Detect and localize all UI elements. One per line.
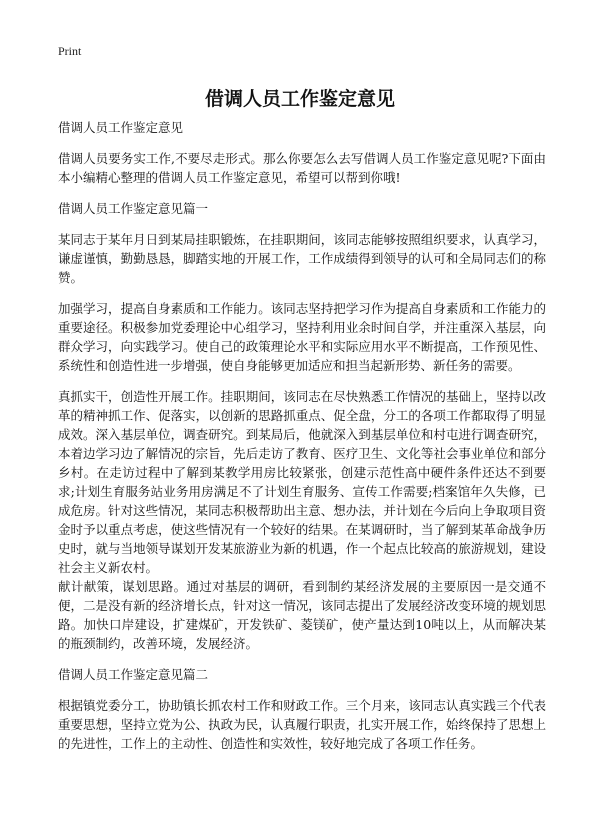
section2-paragraph-1: 根据镇党委分工，协助镇长抓农村工作和财政工作。三个月来，该同志认真实践三个代表重要思想，坚持立党为公、执政为民，认真履行职责，扎实开展工作，始终保持了思想上的先进性，工作上的主动性、创造性和实效性，较好地完成了各项工作任务。 xyxy=(58,698,546,751)
section1-paragraph-2: 加强学习，提高自身素质和工作能力。该同志坚持把学习作为提高自身素质和工作能力的重要途径。积极参加党委理论中心组学习，坚持利用业余时间自学，并注重深入基层，向群众学习，向实践学习。使自己的政策理论水平和实际应用水平不断提高，工作预见性、系统性和创造性进一步增强，使自身能够更加适应和担当起新形势、新任务的需要。 xyxy=(58,301,546,373)
section1-paragraph-3: 真抓实干，创造性开展工作。挂职期间，该同志在尽快熟悉工作情况的基础上，坚持以改革的精神抓工作、促落实，以创新的思路抓重点、促全盘，分工的各项工作都取得了明显成效。深入基层单位，调查研究。到某局后，他就深入到基层单位和村屯进行调查研究，本着边学习边了解情况的宗旨，先后走访了教育、医疗卫生、文化等社会事业单位和部分乡村。在走访过程中了解到某教学用房比较紧张，创建示范性高中硬件条件还达不到要求;计划生育服务站业务用房满足不了计划生育服务、宣传工作需要;档案馆年久失修，已成危房。针对这些情况，某同志积极帮助出主意、想办法，并计划在今后向上争取项目资金时予以重点考虑，使这些情况有一个较好的结果。在某调研时，当了解到某革命战争历史时，就与当地领导谋划开发某旅游业为新的机遇，作一个起点比较高的旅游规划，建设社会主义新农村。 xyxy=(58,389,546,575)
section1-paragraph-4: 献计献策，谋划思路。通过对基层的调研，看到制约某经济发展的主要原因一是交通不便，二是没有新的经济增长点，针对这一情况，该同志提出了发展经济改变环境的规划思路。加快口岸建设，扩建煤矿，开发铁矿、菱镁矿，使产量达到10吨以上，从而解决某的瓶颈制约，改善环境，发展经济。 xyxy=(58,579,546,651)
section-heading-1: 借调人员工作鉴定意见篇一 xyxy=(58,201,209,216)
article-intro: 借调人员要务实工作,不要尽走形式。那么你要怎么去写借调人员工作鉴定意见呢?下面由本小编精心整理的借调人员工作鉴定意见，希望可以帮到你哦! xyxy=(58,151,546,185)
section1-paragraph-1: 某同志于某年月日到某局挂职锻炼，在挂职期间，该同志能够按照组织要求，认真学习，谦虚谨慎，勤勤恳恳，脚踏实地的开展工作，工作成绩得到领导的认可和全局同志们的称赞。 xyxy=(58,232,546,285)
page-title: 借调人员工作鉴定意见 xyxy=(204,88,395,110)
section-heading-2: 借调人员工作鉴定意见篇二 xyxy=(58,667,209,682)
article-subtitle: 借调人员工作鉴定意见 xyxy=(58,120,184,135)
print-link[interactable]: Print xyxy=(58,44,82,58)
article-body xyxy=(58,118,546,765)
